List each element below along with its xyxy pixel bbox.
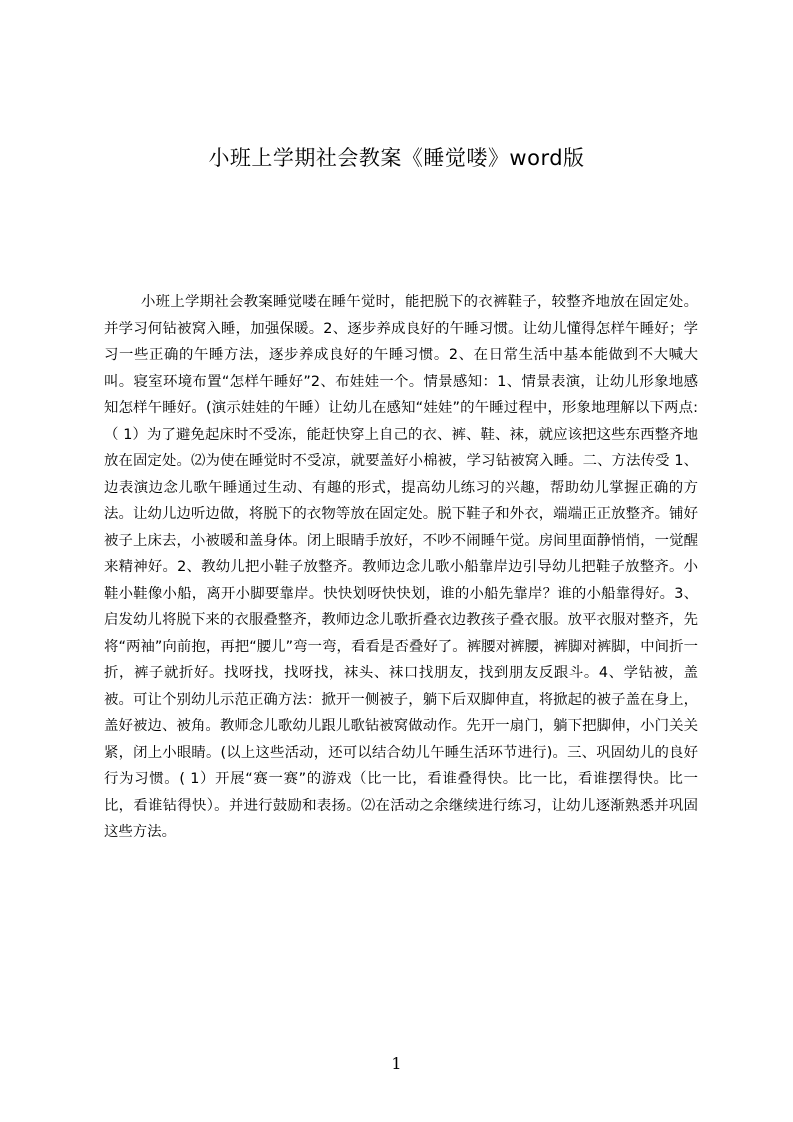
page-number: 1 — [391, 1054, 402, 1073]
document-title: 小班上学期社会教案《睡觉喽》word版 — [208, 146, 585, 170]
document-body-paragraph: 小班上学期社会教案睡觉喽在睡午觉时，能把脱下的衣裤鞋子，较整齐地放在固定处。并学习何钻被窝入睡，加强保暖。2、逐步养成良好的午睡习惯。让幼儿懂得怎样午睡好；学习一些正确的午睡方法，逐步养成良好的午睡习惯。2、在日常生活中基本能做到不大喊大叫。寝室环境布置“怎样午睡好”2、布娃娃一个。情景感知：1、情景表演，让幼儿形象地感知怎样午睡好。(演示娃娃的午睡）让幼儿在感知“娃娃”的午睡过程中，形象地理解以下两点:（ 1）为了避免起床时不受冻，能赶快穿上自己的衣、裤、鞋、袜，就应该把这些东西整齐地放在固定处。⑵为使在睡觉时不受凉，就要盖好小棉被，学习钻被窝入睡。二、方法传受 1、边表演边念儿歌午睡通过生动、有趣的形式，提高幼儿练习的兴趣，帮助幼儿掌握正确的方法。让幼儿边听边做，将脱下的衣物等放在固定处。脱下鞋子和外衣，端端正正放整齐。铺好被子上床去，小被暖和盖身体。闭上眼睛手放好，不吵不闹睡午觉。房间里面静悄悄，一觉醒来精神好。2、教幼儿把小鞋子放整齐。教师边念儿歌小船靠岸边引导幼儿把鞋子放整齐。小鞋小鞋像小船，离开小脚要靠岸。快快划呀快快划，谁的小船先靠岸？谁的小船靠得好。3、启发幼儿将脱下来的衣服叠整齐，教师边念儿歌折叠衣边教孩子叠衣服。放平衣服对整齐，先将“两袖”向前抱，再把“腰儿”弯一弯，看看是否叠好了。裤腰对裤腰，裤脚对裤脚，中间折一折，裤子就折好。找呀找，找呀找，袜头、袜口找朋友，找到朋友反跟斗。4、学钻被，盖被。可让个别幼儿示范正确方法：掀开一侧被子，躺下后双脚伸直，将掀起的被子盖在身上，盖好被边、被角。教师念儿歌幼儿跟儿歌钻被窝做动作。先开一扇门，躺下把脚伸，小门关关紧，闭上小眼睛。(以上这些活动，还可以结合幼儿午睡生活环节进行)。三、巩固幼儿的良好行为习惯。( 1）开展“赛一赛”的游戏（比一比，看谁叠得快。比一比，看谁摆得快。比一比，看谁钻得快）。并进行鼓励和表扬。⑵在活动之余继续进行练习，让幼儿逐渐熟悉并巩固这些方法。 — [104, 294, 698, 840]
